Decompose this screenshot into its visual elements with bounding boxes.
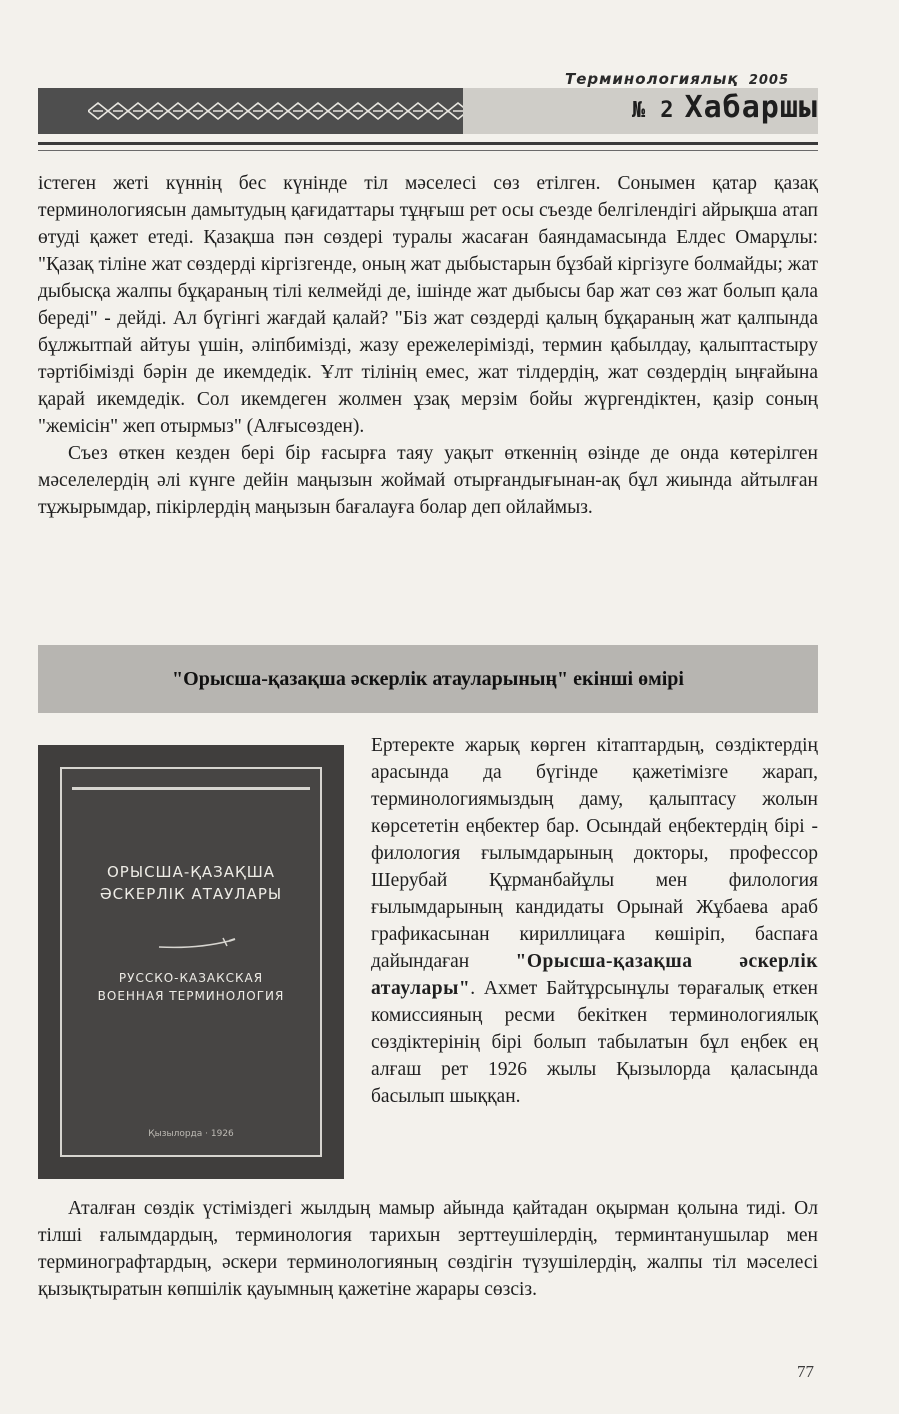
header-rule-thick	[38, 142, 818, 145]
cover-title-ru-line1: РУССКО-КАЗАКСКАЯ	[118, 971, 264, 985]
masthead-title-box	[463, 88, 818, 134]
cover-imprint: Қызылорда · 1926	[148, 1129, 234, 1139]
journal-header	[565, 70, 789, 88]
article-intro	[38, 170, 818, 521]
paragraph-3-part1: Ертеректе жарық көрген кітаптардың, сөздіктердің арасында да бүгінде қажетімізге жарап, терминологиямыздың даму, қалыптасу жолын көрсететін еңбектер бар. Осындай еңбектердің бірі - филология ғылымдарының докторы, профессор Шерубай Құрманбайұлы мен филология ғылымдарының кандидаты Орынай Жұбаева араб графикасынан кириллицаға көшіріп, баспаға дайындаған	[371, 735, 818, 972]
issue-number: № 2	[631, 98, 675, 123]
journal-title: Хабаршы	[684, 90, 818, 125]
ornament-pattern-icon	[88, 100, 483, 122]
paragraph-3	[371, 732, 818, 1110]
masthead-band	[38, 88, 818, 134]
cover-title-kz	[62, 861, 320, 905]
journal-name: Терминологиялық	[565, 70, 739, 88]
article-closing	[38, 1195, 818, 1303]
paragraph-1: істеген жеті күннің бес күнінде тіл мәселесі сөз етілген. Сонымен қатар қазақ терминологиясын дамытудың қағидаттары тұңғыш рет осы съезде белгілендігі айрықша атап өтуді қажет етеді. Қазақша пән сөздері туралы жасаған баяндамасында Елдес Омарұлы: "Қазақ тіліне жат сөздерді кіргізгенде, оның жат дыбыстарын бұзбай кіргізуге болмайды; жат дыбысқа жалпы бұқараның тілі келмейді де, ішінде жат дыбысы бар жат сөз жат болып қала береді" - дейді. Ал бүгінгі жағдай қалай? "Біз жат сөздерді қалың бұқараның жат қалпында бұлжытпай айтуы үшін, әліпбимізді, жазу ережелерімізді, термин қабылдау, қалыптастыру тәртібімізді бәрін де икемдедік. Ұлт тілінің емес, жат тілдердің, жат сөздердің ыңғайына қарай икемдедік. Сол икемдеген жолмен ұзақ мерзім бойы жүргендіктен, қазір соның "жемісін" жеп отырмыз" (Алғысөзден).	[38, 173, 818, 437]
cover-top-rule	[72, 787, 310, 790]
book-cover-image	[38, 745, 344, 1179]
section-title: "Орысша-қазақша әскерлік атауларының" екінші өмірі	[172, 667, 684, 690]
paragraph-2: Съез өткен кезден бері бір ғасырға таяу уақыт өткеннің өзінде де онда көтерілген мәселелердің әлі күнге дейін маңызын жоймай отырғандығынан-ақ бұл жиында айтылған тұжырымдар, пікірлердің маңызын бағалауға болар деп ойлаймыз.	[38, 443, 818, 518]
header-rule-thin	[38, 150, 818, 151]
paragraph-3-part2: . Ахмет Байтұрсынұлы төрағалық еткен комиссияның ресми бекіткен терминологиялық сөздіктерінің бірі болып табылатын бұл еңбек ең алғаш рет 1926 жылы Қызылорда қаласында басылып шыққан.	[371, 978, 818, 1107]
cover-title-ru-line2: ВОЕННАЯ ТЕРМИНОЛОГИЯ	[97, 989, 285, 1003]
book-cover-frame	[60, 767, 322, 1157]
page-number: 77	[797, 1362, 814, 1381]
masthead-title	[632, 90, 818, 125]
cover-title-ru	[62, 969, 320, 1005]
paragraph-4: Аталған сөздік үстіміздегі жылдың мамыр айында қайтадан оқырман қолына тиді. Ол тілші ғалымдардың, терминология тарихын зерттеушілердің, терминтанушылар мен терминографтардың, әскери терминологияның сөздігін түзушілердің, жалпы тіл мәселесі қызықтыратын көпшілік қауымның қажетіне жарары сөзсіз.	[38, 1198, 818, 1300]
sword-icon	[157, 937, 237, 951]
book-title-bold: "Орысша-қазақша әскерлік атаулары"	[371, 951, 818, 999]
cover-title-kz-line1: ОРЫСША-ҚАЗАҚША	[106, 863, 275, 881]
section-heading-bar	[38, 645, 818, 713]
journal-year: 2005	[748, 73, 790, 88]
cover-title-kz-line2: ӘСКЕРЛІК АТАУЛАРЫ	[99, 885, 283, 903]
